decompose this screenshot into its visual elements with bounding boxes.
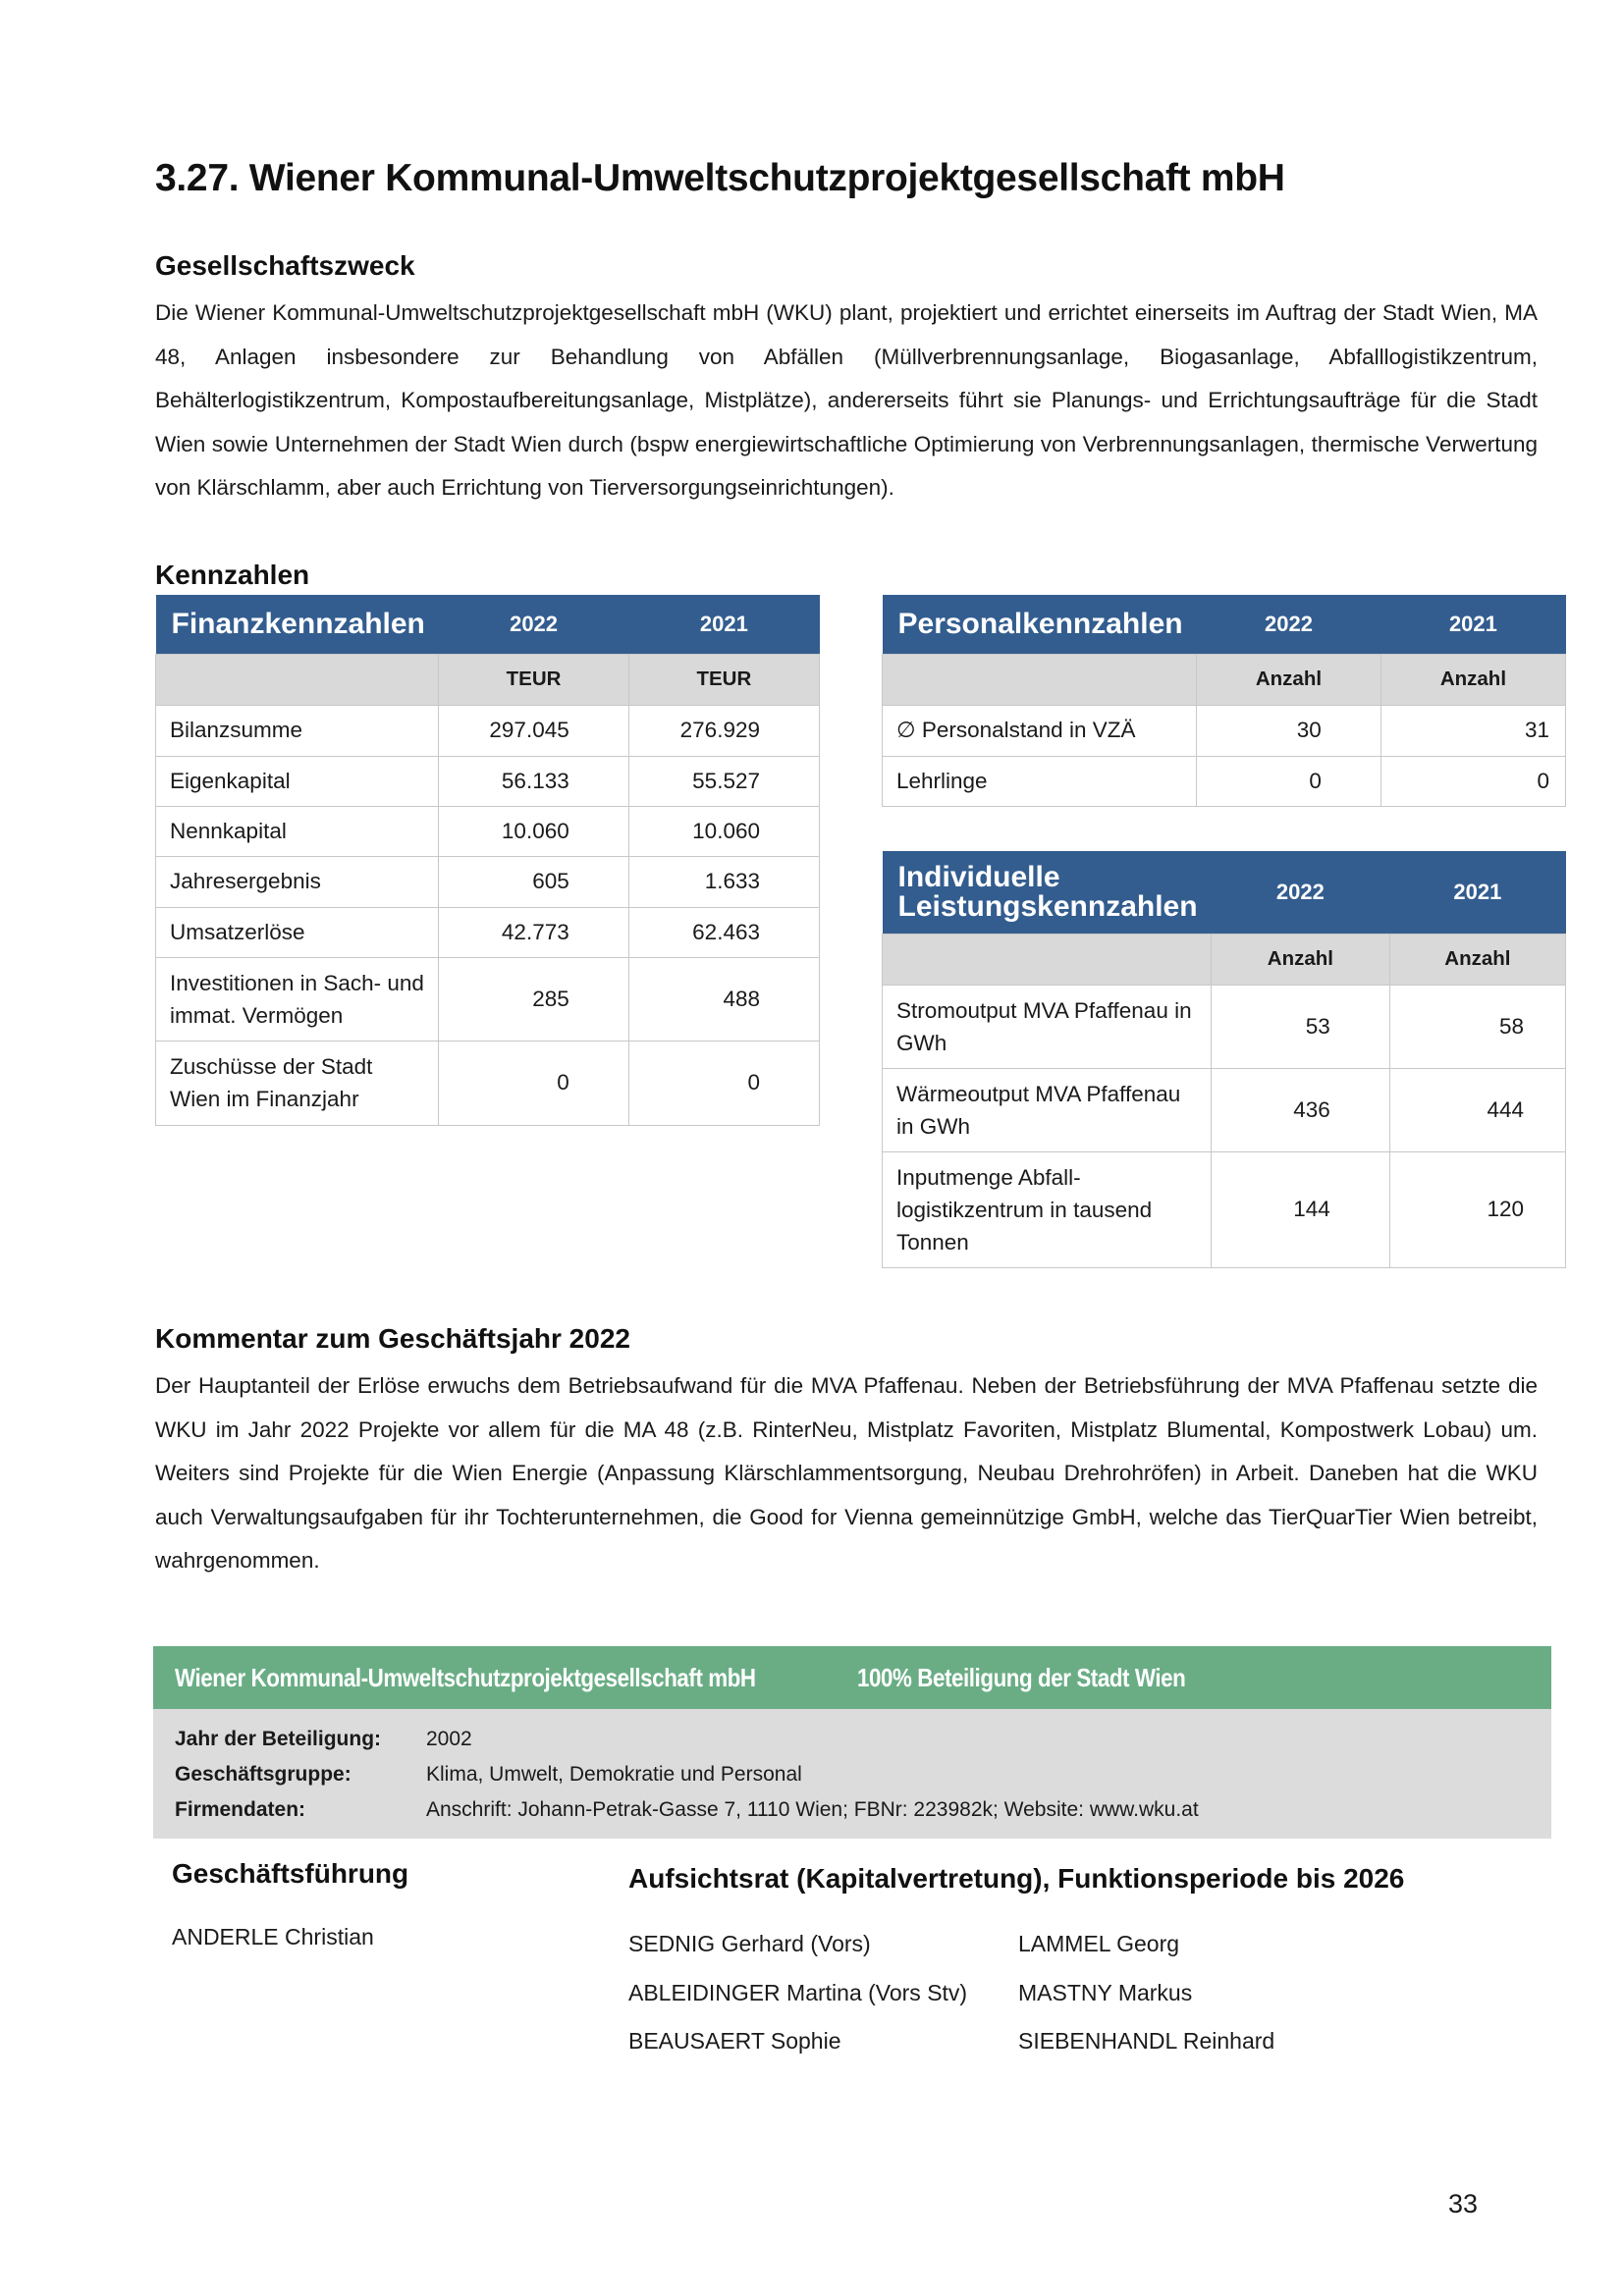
table-row [883, 1151, 1566, 1267]
page-number: 33 [1448, 2189, 1479, 2218]
leistung-year-2: 2021 [1389, 851, 1565, 934]
company-info-details [153, 1709, 1551, 1839]
row-label: Umsatzerlöse [156, 907, 439, 957]
kommentar-text: Der Hauptanteil der Erlöse erwuchs dem Betriebsaufwand für die MVA Pfaffenau. Neben der Betriebsführung der MVA Pfaffenau setzte die WKU im Jahr 2022 Projekte vor allem für die MA 48 (z.B. RinterNeu, Mistplatz Favoriten, Mistplatz Blumental, Kompostwerk Lobau) um. Weiters sind Projekte für die Wien Energie (Anpassung Klärschlammentsorgung, Neubau Drehrohröfen) in Arbeit. Daneben hat die WKU auch Verwaltungsaufgaben für ihr Tochterunternehmen, die Good for Vienna gemeinnützige GmbH, welche das TierQuarTier Wien betreibt, wahrgenommen. [155, 1373, 1538, 1573]
leistung-year-1: 2022 [1212, 851, 1390, 934]
management-name: ANDERLE Christian [172, 1924, 374, 1949]
row-label: Stromoutput MVA Pfaffenau in GWh [883, 985, 1212, 1068]
board-member: BEAUSAERT Sophie [628, 2028, 841, 2054]
table-row [156, 1041, 820, 1125]
row-value-2021: 0 [628, 1041, 819, 1125]
finanz-year-1: 2022 [439, 595, 628, 654]
ownership-share: 100% Beteiligung der Stadt Wien [857, 1663, 1186, 1692]
row-value-2021: 444 [1389, 1068, 1565, 1151]
row-value-2021: 488 [628, 957, 819, 1041]
board-member: SEDNIG Gerhard (Vors) [628, 1931, 871, 1956]
table-row [883, 705, 1566, 756]
finanz-header: Finanzkennzahlen [156, 595, 439, 654]
table-row [156, 957, 820, 1041]
purpose-text: Die Wiener Kommunal-Umweltschutzprojektgesellschaft mbH (WKU) plant, projektiert und errichtet einerseits im Auftrag der Stadt Wien, MA 48, Anlagen insbesondere zur Behandlung von Abfällen (Müllverbrennungsanlage, Biogasanlage, Abfalllogistikzentrum, Behälterlogistikzentrum, Kompostaufbereitungsanlage, Mistplätze), andererseits führt sie Planungs- und Errichtungsaufträge für die Stadt Wien sowie Unternehmen der Stadt Wien durch (bspw energiewirtschaftliche Optimierung von Verbrennungsanlagen, thermische Verwertung von Klärschlamm, aber auch Errichtung von Tierversorgungseinrichtungen). [155, 300, 1538, 500]
row-value-2021: 31 [1380, 705, 1565, 756]
table-row [883, 756, 1566, 806]
leistung-unit-2: Anzahl [1389, 934, 1565, 985]
leistung-table [882, 851, 1566, 1268]
table-row [883, 1068, 1566, 1151]
table-row [156, 705, 820, 756]
finanz-unit-2: TEUR [628, 654, 819, 705]
personal-year-1: 2022 [1197, 595, 1381, 654]
row-value-2021: 10.060 [628, 806, 819, 856]
finanz-year-2: 2021 [628, 595, 819, 654]
board-member: SIEBENHANDL Reinhard [1018, 2028, 1275, 2054]
row-value-2022: 0 [439, 1041, 628, 1125]
company-name: Wiener Kommunal-Umweltschutzprojektgesellschaft mbH [175, 1663, 756, 1692]
board-member: LAMMEL Georg [1018, 1931, 1180, 1956]
row-value-2022: 42.773 [439, 907, 628, 957]
row-value-2021: 62.463 [628, 907, 819, 957]
table-row [156, 856, 820, 907]
company-info-header [153, 1646, 1551, 1709]
leistung-unit-1: Anzahl [1212, 934, 1390, 985]
personal-table [882, 595, 1566, 807]
personal-year-2: 2021 [1380, 595, 1565, 654]
info-value: 2002 [426, 1728, 472, 1750]
row-value-2022: 285 [439, 957, 628, 1041]
finanz-unit-blank [156, 654, 439, 705]
info-value: Anschrift: Johann-Petrak-Gasse 7, 1110 Wien; FBNr: 223982k; Website: www.wku.at [426, 1798, 1199, 1821]
kommentar-heading: Kommentar zum Geschäftsjahr 2022 [155, 1323, 630, 1354]
leistung-header: Individuelle Leistungskennzahlen [883, 851, 1212, 934]
row-label: Nennkapital [156, 806, 439, 856]
row-label: Lehrlinge [883, 756, 1197, 806]
row-label: Jahresergebnis [156, 856, 439, 907]
board-heading: Aufsichtsrat (Kapitalvertretung), Funktionsperiode bis 2026 [628, 1863, 1405, 1894]
row-value-2021: 1.633 [628, 856, 819, 907]
personal-unit-1: Anzahl [1197, 654, 1381, 705]
personal-header: Personalkennzahlen [883, 595, 1197, 654]
table-row [883, 985, 1566, 1068]
row-value-2022: 10.060 [439, 806, 628, 856]
finanz-table [155, 595, 820, 1126]
row-value-2022: 436 [1212, 1068, 1390, 1151]
row-label: Wärmeoutput MVA Pfaffenau in GWh [883, 1068, 1212, 1151]
row-value-2022: 297.045 [439, 705, 628, 756]
row-value-2022: 0 [1197, 756, 1381, 806]
row-label: ∅ Personalstand in VZÄ [883, 705, 1197, 756]
row-label: Inputmenge Abfalllogistikzentrum in tausend Tonnen [883, 1151, 1212, 1267]
personal-unit-2: Anzahl [1380, 654, 1565, 705]
kennzahlen-heading: Kennzahlen [155, 560, 310, 590]
board-member: ABLEIDINGER Martina (Vors Stv) [628, 1980, 968, 2005]
row-value-2022: 30 [1197, 705, 1381, 756]
purpose-heading: Gesellschaftszweck [155, 250, 415, 281]
page-title: 3.27. Wiener Kommunal-Umweltschutzprojektgesellschaft mbH [155, 157, 1285, 199]
row-value-2022: 56.133 [439, 756, 628, 806]
info-key: Jahr der Beteiligung: [175, 1728, 382, 1750]
finanz-unit-1: TEUR [439, 654, 628, 705]
row-value-2021: 58 [1389, 985, 1565, 1068]
row-label: Zuschüsse der Stadt Wien im Finanzjahr [156, 1041, 439, 1125]
row-value-2021: 276.929 [628, 705, 819, 756]
management-heading: Geschäftsführung [172, 1858, 409, 1889]
row-value-2022: 53 [1212, 985, 1390, 1068]
row-value-2021: 55.527 [628, 756, 819, 806]
leistung-unit-blank [883, 934, 1212, 985]
table-row [156, 806, 820, 856]
row-value-2021: 120 [1389, 1151, 1565, 1267]
row-label: Investitionen in Sach- und immat. Vermögen [156, 957, 439, 1041]
board-member: MASTNY Markus [1018, 1980, 1193, 2005]
info-key: Geschäftsgruppe: [175, 1763, 352, 1786]
personal-unit-blank [883, 654, 1197, 705]
table-row [156, 907, 820, 957]
row-value-2022: 144 [1212, 1151, 1390, 1267]
table-row [156, 756, 820, 806]
info-value: Klima, Umwelt, Demokratie und Personal [426, 1763, 802, 1786]
row-label: Eigenkapital [156, 756, 439, 806]
row-value-2022: 605 [439, 856, 628, 907]
info-key: Firmendaten: [175, 1798, 306, 1821]
row-label: Bilanzsumme [156, 705, 439, 756]
row-value-2021: 0 [1380, 756, 1565, 806]
